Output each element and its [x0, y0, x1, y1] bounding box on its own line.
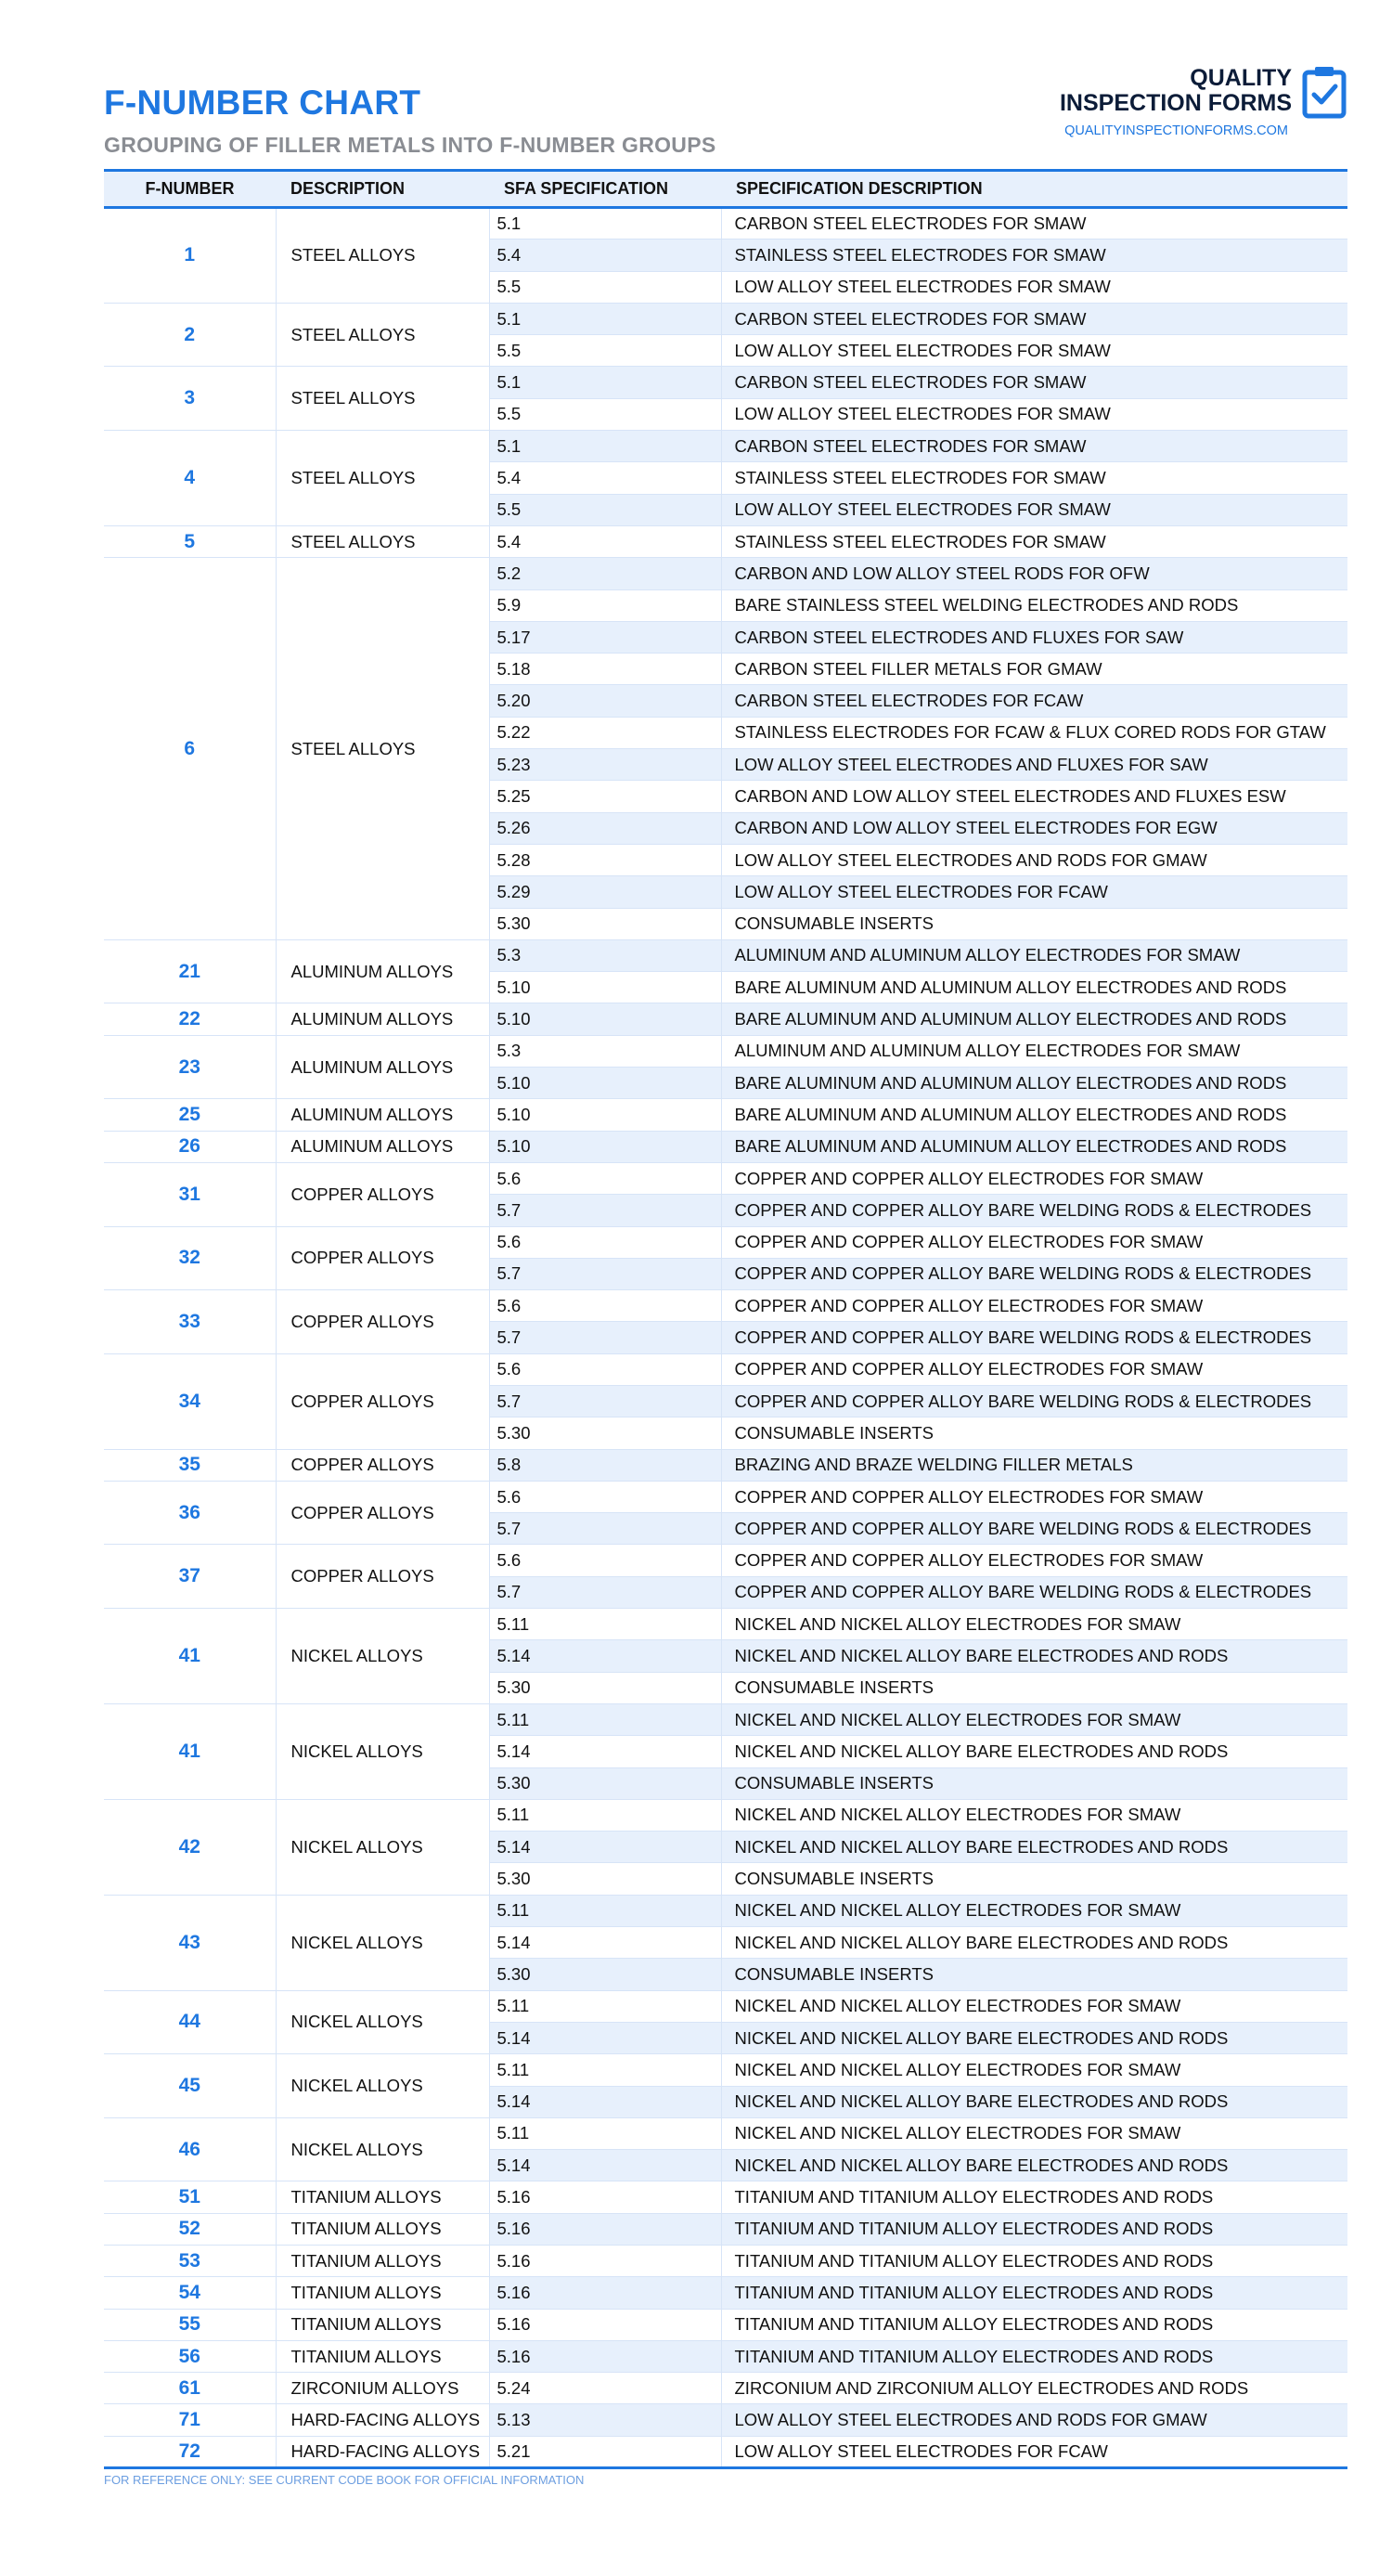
description-cell: NICKEL ALLOYS [276, 1609, 489, 1704]
sfa-specification-cell: 5.3 [489, 1035, 721, 1067]
f-number-table [104, 169, 1347, 2469]
specification-description-cell: TITANIUM AND TITANIUM ALLOY ELECTRODES AND RODS [721, 2277, 1347, 2309]
table-row [104, 2404, 1347, 2436]
f-number-cell: 45 [104, 2054, 276, 2118]
sfa-specification-cell: 5.26 [489, 812, 721, 844]
sfa-specification-cell: 5.29 [489, 876, 721, 908]
f-number-cell: 53 [104, 2246, 276, 2277]
sfa-specification-cell: 5.14 [489, 1927, 721, 1959]
specification-description-cell: COPPER AND COPPER ALLOY ELECTRODES FOR SMAW [721, 1290, 1347, 1322]
f-number-cell: 36 [104, 1481, 276, 1545]
sfa-specification-cell: 5.14 [489, 2086, 721, 2117]
sfa-specification-cell: 5.30 [489, 1767, 721, 1799]
sfa-specification-cell: 5.10 [489, 1003, 721, 1035]
page-subtitle: GROUPING OF FILLER METALS INTO F-NUMBER GROUPS [104, 133, 716, 157]
sfa-specification-cell: 5.16 [489, 2181, 721, 2213]
brand-logo[interactable] [1032, 65, 1347, 158]
sfa-specification-cell: 5.14 [489, 1640, 721, 1672]
description-cell: NICKEL ALLOYS [276, 1799, 489, 1895]
specification-description-cell: CARBON STEEL ELECTRODES FOR FCAW [721, 685, 1347, 717]
table-row [104, 558, 1347, 589]
specification-description-cell: NICKEL AND NICKEL ALLOY ELECTRODES FOR SMAW [721, 1609, 1347, 1640]
specification-description-cell: COPPER AND COPPER ALLOY BARE WELDING RODS & ELECTRODES [721, 1385, 1347, 1417]
sfa-specification-cell: 5.7 [489, 1385, 721, 1417]
table-row [104, 2117, 1347, 2149]
specification-description-cell: CARBON STEEL ELECTRODES FOR SMAW [721, 303, 1347, 334]
description-cell: STEEL ALLOYS [276, 367, 489, 431]
page-header [104, 65, 1347, 163]
table-row [104, 525, 1347, 557]
description-cell: TITANIUM ALLOYS [276, 2340, 489, 2372]
specification-description-cell: NICKEL AND NICKEL ALLOY BARE ELECTRODES AND RODS [721, 1640, 1347, 1672]
specification-description-cell: NICKEL AND NICKEL ALLOY ELECTRODES FOR SMAW [721, 1703, 1347, 1735]
f-number-cell: 21 [104, 939, 276, 1003]
sfa-specification-cell: 5.22 [489, 717, 721, 748]
sfa-specification-cell: 5.10 [489, 972, 721, 1003]
sfa-specification-cell: 5.16 [489, 2213, 721, 2245]
description-cell: STEEL ALLOYS [276, 431, 489, 526]
f-number-cell: 54 [104, 2277, 276, 2309]
table-row [104, 2340, 1347, 2372]
brand-url-link[interactable]: QUALITYINSPECTIONFORMS.COM [1064, 123, 1288, 138]
specification-description-cell: CARBON STEEL ELECTRODES FOR SMAW [721, 367, 1347, 398]
specification-description-cell: LOW ALLOY STEEL ELECTRODES FOR FCAW [721, 876, 1347, 908]
f-number-cell: 32 [104, 1226, 276, 1290]
sfa-specification-cell: 5.5 [489, 335, 721, 367]
description-cell: TITANIUM ALLOYS [276, 2277, 489, 2309]
specification-description-cell: NICKEL AND NICKEL ALLOY ELECTRODES FOR SMAW [721, 1799, 1347, 1831]
table-row [104, 431, 1347, 462]
table-row [104, 2373, 1347, 2404]
f-number-cell: 51 [104, 2181, 276, 2213]
description-cell: NICKEL ALLOYS [276, 2117, 489, 2181]
f-number-cell: 42 [104, 1799, 276, 1895]
table-row [104, 2054, 1347, 2086]
sfa-specification-cell: 5.10 [489, 1131, 721, 1162]
column-header-specification-description: SPECIFICATION DESCRIPTION [721, 171, 1347, 208]
sfa-specification-cell: 5.6 [489, 1162, 721, 1194]
table-body [104, 208, 1347, 2468]
sfa-specification-cell: 5.7 [489, 1576, 721, 1608]
table-row [104, 1099, 1347, 1131]
sfa-specification-cell: 5.20 [489, 685, 721, 717]
specification-description-cell: COPPER AND COPPER ALLOY BARE WELDING RODS & ELECTRODES [721, 1513, 1347, 1545]
sfa-specification-cell: 5.30 [489, 1417, 721, 1449]
f-number-cell: 61 [104, 2373, 276, 2404]
description-cell: ALUMINUM ALLOYS [276, 1003, 489, 1035]
clipboard-check-icon [1301, 65, 1347, 119]
sfa-specification-cell: 5.25 [489, 781, 721, 812]
sfa-specification-cell: 5.16 [489, 2277, 721, 2309]
f-number-cell: 34 [104, 1353, 276, 1449]
f-number-cell: 41 [104, 1609, 276, 1704]
table-row [104, 1226, 1347, 1258]
sfa-specification-cell: 5.5 [489, 494, 721, 525]
specification-description-cell: LOW ALLOY STEEL ELECTRODES AND FLUXES FOR SAW [721, 749, 1347, 781]
sfa-specification-cell: 5.16 [489, 2340, 721, 2372]
sfa-specification-cell: 5.2 [489, 558, 721, 589]
sfa-specification-cell: 5.7 [489, 1258, 721, 1289]
specification-description-cell: CARBON STEEL ELECTRODES FOR SMAW [721, 208, 1347, 239]
f-number-cell: 46 [104, 2117, 276, 2181]
specification-description-cell: COPPER AND COPPER ALLOY ELECTRODES FOR SMAW [721, 1162, 1347, 1194]
table-row [104, 303, 1347, 334]
description-cell: COPPER ALLOYS [276, 1290, 489, 1354]
sfa-specification-cell: 5.11 [489, 1703, 721, 1735]
sfa-specification-cell: 5.17 [489, 621, 721, 653]
description-cell: COPPER ALLOYS [276, 1449, 489, 1481]
f-number-cell: 43 [104, 1895, 276, 1990]
f-number-cell: 72 [104, 2436, 276, 2467]
table-row [104, 1003, 1347, 1035]
specification-description-cell: NICKEL AND NICKEL ALLOY ELECTRODES FOR SMAW [721, 1990, 1347, 2022]
specification-description-cell: STAINLESS STEEL ELECTRODES FOR SMAW [721, 239, 1347, 271]
sfa-specification-cell: 5.11 [489, 1609, 721, 1640]
sfa-specification-cell: 5.11 [489, 2117, 721, 2149]
table-row [104, 1703, 1347, 1735]
specification-description-cell: STAINLESS ELECTRODES FOR FCAW & FLUX CORED RODS FOR GTAW [721, 717, 1347, 748]
specification-description-cell: LOW ALLOY STEEL ELECTRODES FOR SMAW [721, 494, 1347, 525]
f-number-cell: 41 [104, 1703, 276, 1799]
description-cell: ALUMINUM ALLOYS [276, 1035, 489, 1099]
table-row [104, 2309, 1347, 2340]
column-header-description: DESCRIPTION [276, 171, 489, 208]
table-row [104, 2213, 1347, 2245]
table-row [104, 208, 1347, 239]
f-number-cell: 6 [104, 558, 276, 940]
sfa-specification-cell: 5.6 [489, 1545, 721, 1576]
specification-description-cell: CARBON STEEL FILLER METALS FOR GMAW [721, 654, 1347, 685]
description-cell: TITANIUM ALLOYS [276, 2181, 489, 2213]
description-cell: STEEL ALLOYS [276, 558, 489, 940]
specification-description-cell: CONSUMABLE INSERTS [721, 1863, 1347, 1895]
table-row [104, 1609, 1347, 1640]
description-cell: NICKEL ALLOYS [276, 2054, 489, 2118]
specification-description-cell: COPPER AND COPPER ALLOY BARE WELDING RODS & ELECTRODES [721, 1576, 1347, 1608]
specification-description-cell: LOW ALLOY STEEL ELECTRODES AND RODS FOR GMAW [721, 2404, 1347, 2436]
brand-name-line1: QUALITY [1190, 65, 1292, 91]
table-row [104, 1131, 1347, 1162]
sfa-specification-cell: 5.5 [489, 398, 721, 430]
specification-description-cell: STAINLESS STEEL ELECTRODES FOR SMAW [721, 525, 1347, 557]
description-cell: COPPER ALLOYS [276, 1545, 489, 1609]
table-row [104, 1895, 1347, 1926]
description-cell: NICKEL ALLOYS [276, 1895, 489, 1990]
specification-description-cell: BARE ALUMINUM AND ALUMINUM ALLOY ELECTRODES AND RODS [721, 1131, 1347, 1162]
f-number-cell: 35 [104, 1449, 276, 1481]
specification-description-cell: COPPER AND COPPER ALLOY ELECTRODES FOR SMAW [721, 1353, 1347, 1385]
f-number-cell: 22 [104, 1003, 276, 1035]
specification-description-cell: ALUMINUM AND ALUMINUM ALLOY ELECTRODES FOR SMAW [721, 1035, 1347, 1067]
specification-description-cell: LOW ALLOY STEEL ELECTRODES FOR SMAW [721, 398, 1347, 430]
sfa-specification-cell: 5.3 [489, 939, 721, 971]
specification-description-cell: TITANIUM AND TITANIUM ALLOY ELECTRODES AND RODS [721, 2181, 1347, 2213]
sfa-specification-cell: 5.10 [489, 1099, 721, 1131]
sfa-specification-cell: 5.7 [489, 1513, 721, 1545]
specification-description-cell: BARE ALUMINUM AND ALUMINUM ALLOY ELECTRODES AND RODS [721, 1099, 1347, 1131]
specification-description-cell: ZIRCONIUM AND ZIRCONIUM ALLOY ELECTRODES AND RODS [721, 2373, 1347, 2404]
sfa-specification-cell: 5.11 [489, 2054, 721, 2086]
sfa-specification-cell: 5.21 [489, 2436, 721, 2467]
specification-description-cell: BARE ALUMINUM AND ALUMINUM ALLOY ELECTRODES AND RODS [721, 972, 1347, 1003]
table-row [104, 1449, 1347, 1481]
f-number-cell: 1 [104, 208, 276, 304]
specification-description-cell: LOW ALLOY STEEL ELECTRODES FOR SMAW [721, 271, 1347, 303]
specification-description-cell: BARE ALUMINUM AND ALUMINUM ALLOY ELECTRODES AND RODS [721, 1068, 1347, 1099]
specification-description-cell: LOW ALLOY STEEL ELECTRODES FOR SMAW [721, 335, 1347, 367]
specification-description-cell: TITANIUM AND TITANIUM ALLOY ELECTRODES AND RODS [721, 2213, 1347, 2245]
sfa-specification-cell: 5.16 [489, 2246, 721, 2277]
description-cell: COPPER ALLOYS [276, 1162, 489, 1226]
f-number-cell: 33 [104, 1290, 276, 1354]
f-number-cell: 71 [104, 2404, 276, 2436]
specification-description-cell: COPPER AND COPPER ALLOY BARE WELDING RODS & ELECTRODES [721, 1195, 1347, 1226]
specification-description-cell: CONSUMABLE INSERTS [721, 1417, 1347, 1449]
sfa-specification-cell: 5.14 [489, 2022, 721, 2053]
description-cell: STEEL ALLOYS [276, 525, 489, 557]
sfa-specification-cell: 5.24 [489, 2373, 721, 2404]
specification-description-cell: NICKEL AND NICKEL ALLOY BARE ELECTRODES AND RODS [721, 1832, 1347, 1863]
specification-description-cell: CARBON STEEL ELECTRODES AND FLUXES FOR SAW [721, 621, 1347, 653]
sfa-specification-cell: 5.1 [489, 208, 721, 239]
footer-note: FOR REFERENCE ONLY: SEE CURRENT CODE BOOK FOR OFFICIAL INFORMATION [104, 2473, 585, 2487]
table-row [104, 1545, 1347, 1576]
description-cell: ZIRCONIUM ALLOYS [276, 2373, 489, 2404]
specification-description-cell: CARBON AND LOW ALLOY STEEL RODS FOR OFW [721, 558, 1347, 589]
f-number-cell: 25 [104, 1099, 276, 1131]
specification-description-cell: NICKEL AND NICKEL ALLOY ELECTRODES FOR SMAW [721, 1895, 1347, 1926]
sfa-specification-cell: 5.6 [489, 1353, 721, 1385]
sfa-specification-cell: 5.30 [489, 1959, 721, 1990]
specification-description-cell: ALUMINUM AND ALUMINUM ALLOY ELECTRODES FOR SMAW [721, 939, 1347, 971]
sfa-specification-cell: 5.11 [489, 1990, 721, 2022]
description-cell: ALUMINUM ALLOYS [276, 1131, 489, 1162]
sfa-specification-cell: 5.7 [489, 1195, 721, 1226]
specification-description-cell: CONSUMABLE INSERTS [721, 1959, 1347, 1990]
sfa-specification-cell: 5.30 [489, 1672, 721, 1703]
table-row [104, 1035, 1347, 1067]
description-cell: STEEL ALLOYS [276, 303, 489, 367]
description-cell: COPPER ALLOYS [276, 1481, 489, 1545]
specification-description-cell: CARBON STEEL ELECTRODES FOR SMAW [721, 431, 1347, 462]
sfa-specification-cell: 5.14 [489, 1832, 721, 1863]
f-number-cell: 37 [104, 1545, 276, 1609]
f-number-cell: 2 [104, 303, 276, 367]
f-number-cell: 5 [104, 525, 276, 557]
specification-description-cell: NICKEL AND NICKEL ALLOY BARE ELECTRODES AND RODS [721, 1736, 1347, 1767]
f-number-cell: 31 [104, 1162, 276, 1226]
description-cell: STEEL ALLOYS [276, 208, 489, 304]
sfa-specification-cell: 5.13 [489, 2404, 721, 2436]
description-cell: HARD-FACING ALLOYS [276, 2404, 489, 2436]
description-cell: TITANIUM ALLOYS [276, 2309, 489, 2340]
specification-description-cell: CARBON AND LOW ALLOY STEEL ELECTRODES AND FLUXES ESW [721, 781, 1347, 812]
description-cell: TITANIUM ALLOYS [276, 2213, 489, 2245]
f-number-cell: 26 [104, 1131, 276, 1162]
table-row [104, 939, 1347, 971]
brand-name-line2: INSPECTION FORMS [1059, 90, 1292, 116]
sfa-specification-cell: 5.30 [489, 1863, 721, 1895]
sfa-specification-cell: 5.6 [489, 1226, 721, 1258]
sfa-specification-cell: 5.6 [489, 1481, 721, 1512]
table-header-row [104, 171, 1347, 208]
specification-description-cell: BARE STAINLESS STEEL WELDING ELECTRODES AND RODS [721, 589, 1347, 621]
specification-description-cell: CONSUMABLE INSERTS [721, 1767, 1347, 1799]
description-cell: NICKEL ALLOYS [276, 1703, 489, 1799]
specification-description-cell: NICKEL AND NICKEL ALLOY BARE ELECTRODES AND RODS [721, 2022, 1347, 2053]
specification-description-cell: BRAZING AND BRAZE WELDING FILLER METALS [721, 1449, 1347, 1481]
description-cell: ALUMINUM ALLOYS [276, 939, 489, 1003]
sfa-specification-cell: 5.1 [489, 431, 721, 462]
sfa-specification-cell: 5.10 [489, 1068, 721, 1099]
specification-description-cell: NICKEL AND NICKEL ALLOY ELECTRODES FOR SMAW [721, 2054, 1347, 2086]
specification-description-cell: COPPER AND COPPER ALLOY BARE WELDING RODS & ELECTRODES [721, 1258, 1347, 1289]
sfa-specification-cell: 5.4 [489, 239, 721, 271]
description-cell: COPPER ALLOYS [276, 1226, 489, 1290]
sfa-specification-cell: 5.28 [489, 844, 721, 875]
sfa-specification-cell: 5.23 [489, 749, 721, 781]
sfa-specification-cell: 5.30 [489, 908, 721, 939]
table-row [104, 367, 1347, 398]
specification-description-cell: NICKEL AND NICKEL ALLOY BARE ELECTRODES AND RODS [721, 2150, 1347, 2181]
table-row [104, 2246, 1347, 2277]
table-row [104, 1481, 1347, 1512]
sfa-specification-cell: 5.6 [489, 1290, 721, 1322]
specification-description-cell: TITANIUM AND TITANIUM ALLOY ELECTRODES AND RODS [721, 2246, 1347, 2277]
sfa-specification-cell: 5.14 [489, 1736, 721, 1767]
f-number-cell: 56 [104, 2340, 276, 2372]
column-header-sfa-specification: SFA SPECIFICATION [489, 171, 721, 208]
description-cell: HARD-FACING ALLOYS [276, 2436, 489, 2467]
sfa-specification-cell: 5.5 [489, 271, 721, 303]
table-row [104, 2277, 1347, 2309]
specification-description-cell: CARBON AND LOW ALLOY STEEL ELECTRODES FOR EGW [721, 812, 1347, 844]
f-number-cell: 3 [104, 367, 276, 431]
f-number-cell: 44 [104, 1990, 276, 2054]
table-row [104, 1990, 1347, 2022]
specification-description-cell: TITANIUM AND TITANIUM ALLOY ELECTRODES AND RODS [721, 2309, 1347, 2340]
sfa-specification-cell: 5.14 [489, 2150, 721, 2181]
sfa-specification-cell: 5.7 [489, 1322, 721, 1353]
specification-description-cell: LOW ALLOY STEEL ELECTRODES AND RODS FOR GMAW [721, 844, 1347, 875]
specification-description-cell: STAINLESS STEEL ELECTRODES FOR SMAW [721, 462, 1347, 494]
specification-description-cell: COPPER AND COPPER ALLOY ELECTRODES FOR SMAW [721, 1226, 1347, 1258]
specification-description-cell: COPPER AND COPPER ALLOY ELECTRODES FOR SMAW [721, 1481, 1347, 1512]
description-cell: ALUMINUM ALLOYS [276, 1099, 489, 1131]
column-header-f-number: F-NUMBER [104, 171, 276, 208]
sfa-specification-cell: 5.11 [489, 1799, 721, 1831]
page-title: F-NUMBER CHART [104, 84, 421, 122]
specification-description-cell: COPPER AND COPPER ALLOY ELECTRODES FOR SMAW [721, 1545, 1347, 1576]
specification-description-cell: NICKEL AND NICKEL ALLOY ELECTRODES FOR SMAW [721, 2117, 1347, 2149]
sfa-specification-cell: 5.1 [489, 367, 721, 398]
specification-description-cell: CONSUMABLE INSERTS [721, 908, 1347, 939]
table-row [104, 1290, 1347, 1322]
table-row [104, 2436, 1347, 2467]
sfa-specification-cell: 5.11 [489, 1895, 721, 1926]
specification-description-cell: TITANIUM AND TITANIUM ALLOY ELECTRODES AND RODS [721, 2340, 1347, 2372]
f-number-cell: 52 [104, 2213, 276, 2245]
sfa-specification-cell: 5.8 [489, 1449, 721, 1481]
table-row [104, 1162, 1347, 1194]
sfa-specification-cell: 5.1 [489, 303, 721, 334]
specification-description-cell: NICKEL AND NICKEL ALLOY BARE ELECTRODES AND RODS [721, 2086, 1347, 2117]
specification-description-cell: CONSUMABLE INSERTS [721, 1672, 1347, 1703]
specification-description-cell: BARE ALUMINUM AND ALUMINUM ALLOY ELECTRODES AND RODS [721, 1003, 1347, 1035]
sfa-specification-cell: 5.9 [489, 589, 721, 621]
table-row [104, 2181, 1347, 2213]
specification-description-cell: NICKEL AND NICKEL ALLOY BARE ELECTRODES AND RODS [721, 1927, 1347, 1959]
sfa-specification-cell: 5.18 [489, 654, 721, 685]
f-number-cell: 55 [104, 2309, 276, 2340]
sfa-specification-cell: 5.4 [489, 525, 721, 557]
description-cell: COPPER ALLOYS [276, 1353, 489, 1449]
table-row [104, 1353, 1347, 1385]
sfa-specification-cell: 5.16 [489, 2309, 721, 2340]
f-number-cell: 23 [104, 1035, 276, 1099]
description-cell: TITANIUM ALLOYS [276, 2246, 489, 2277]
table-row [104, 1799, 1347, 1831]
specification-description-cell: LOW ALLOY STEEL ELECTRODES FOR FCAW [721, 2436, 1347, 2467]
sfa-specification-cell: 5.4 [489, 462, 721, 494]
f-number-cell: 4 [104, 431, 276, 526]
description-cell: NICKEL ALLOYS [276, 1990, 489, 2054]
specification-description-cell: COPPER AND COPPER ALLOY BARE WELDING RODS & ELECTRODES [721, 1322, 1347, 1353]
